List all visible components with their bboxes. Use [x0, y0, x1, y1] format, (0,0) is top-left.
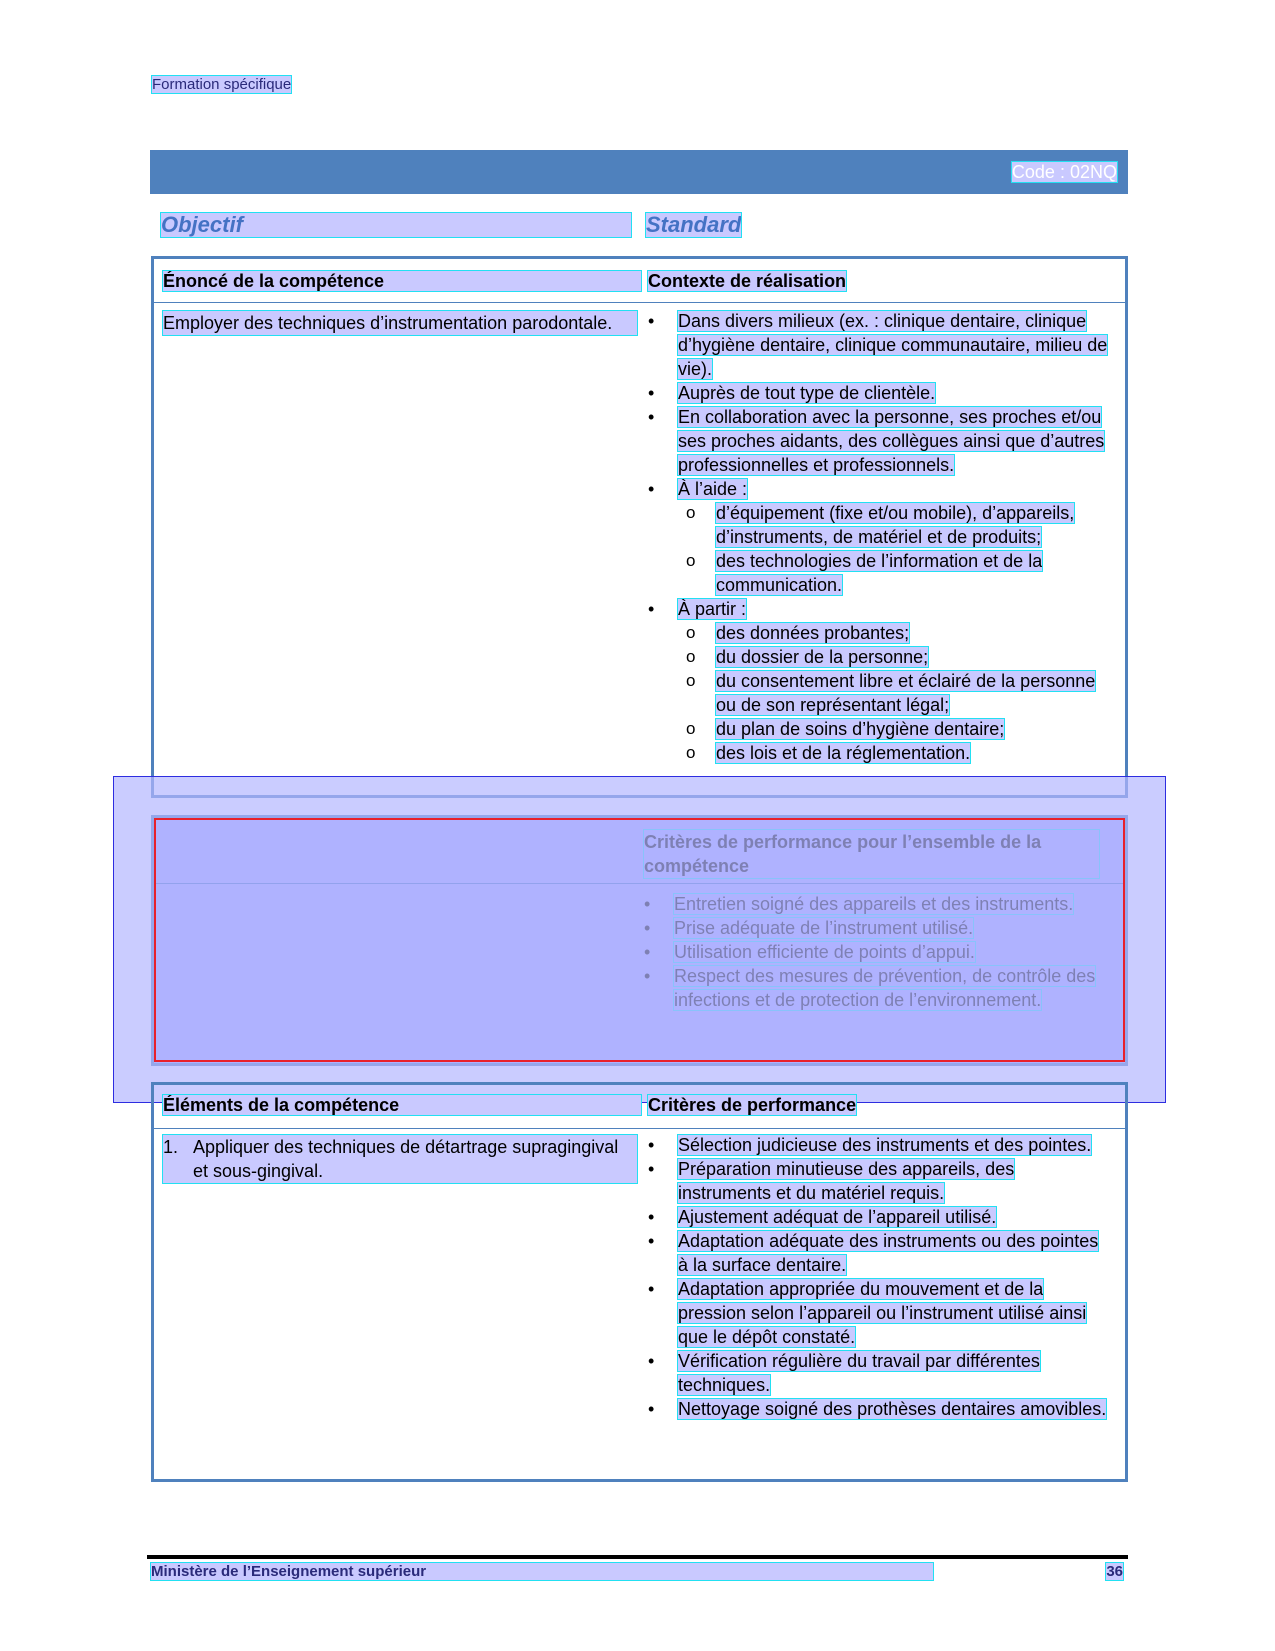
- performance-criterion: [648, 1277, 1108, 1349]
- competency-elements-table: [151, 1082, 1128, 1482]
- performance-criterion: [648, 1205, 1108, 1229]
- section-title: Formation spécifique: [152, 76, 292, 93]
- context-item-text: En collaboration avec la personne, ses proches et/ou ses proches aidants, des collègues ainsi que d’autres professionnelles et professionnels.: [678, 407, 1105, 475]
- context-item: [648, 381, 1108, 405]
- context-item: [648, 309, 1108, 381]
- context-sublist: [686, 621, 1108, 765]
- objectif-title: Objectif: [161, 213, 631, 237]
- footer-ministry: Ministère de l’Enseignement supérieur: [151, 1563, 933, 1580]
- performance-criterion: [648, 1229, 1108, 1277]
- context-list: [648, 309, 1108, 765]
- competency-statement-table: [151, 256, 1128, 798]
- context-sublist: [686, 501, 1108, 597]
- context-subitem: [686, 717, 1108, 741]
- context-item: [648, 477, 1108, 597]
- performance-criteria-list: [648, 1133, 1108, 1421]
- page-number: 36: [1106, 1563, 1123, 1580]
- competency-code: [1012, 162, 1117, 182]
- context-subitem-text: du consentement libre et éclairé de la personne ou de son représentant légal;: [716, 671, 1096, 715]
- context-subitem-text: des technologies de l’information et de la communication.: [716, 551, 1043, 595]
- context-item-text: À partir :: [678, 599, 747, 619]
- standard-title: Standard: [646, 212, 742, 237]
- context-subitem: [686, 621, 1108, 645]
- code-bar: [150, 150, 1128, 194]
- context-subitem-text: des lois et de la réglementation.: [716, 743, 971, 763]
- context-item: [648, 597, 1108, 765]
- context-subitem-text: du dossier de la personne;: [716, 647, 929, 667]
- context-subitem: [686, 645, 1108, 669]
- context-subitem: [686, 549, 1108, 597]
- context-item: [648, 405, 1108, 477]
- code-label: Code :: [1011, 162, 1065, 182]
- performance-criterion-text: Adaptation adéquate des instruments ou des pointes à la surface dentaire.: [678, 1231, 1099, 1275]
- table-header-row: [154, 1085, 1125, 1129]
- context-subitem-text: des données probantes;: [716, 623, 910, 643]
- performance-criterion-text: Nettoyage soigné des prothèses dentaires amovibles.: [678, 1399, 1107, 1419]
- competency-statement: Employer des techniques d’instrumentation parodontale.: [163, 311, 637, 335]
- criteria-header: Critères de performance: [648, 1095, 857, 1115]
- performance-criterion: [648, 1397, 1108, 1421]
- table-header-row: [154, 259, 1125, 303]
- context-subitem: [686, 501, 1108, 549]
- performance-criterion-text: Sélection judicieuse des instruments et des pointes.: [678, 1135, 1092, 1155]
- context-subitem: [686, 741, 1108, 765]
- performance-criterion: [648, 1349, 1108, 1397]
- context-item-text: Dans divers milieux (ex. : clinique dentaire, clinique d’hygiène dentaire, clinique communautaire, milieu de vie).: [678, 311, 1108, 379]
- context-subitem-text: d’équipement (fixe et/ou mobile), d’appareils, d’instruments, de matériel et de produits;: [716, 503, 1075, 547]
- statement-header: Énoncé de la compétence: [163, 271, 641, 291]
- context-header: Contexte de réalisation: [648, 271, 847, 291]
- elements-header: Éléments de la compétence: [163, 1095, 641, 1115]
- competency-element: [163, 1135, 637, 1183]
- footer-rule: [147, 1555, 1128, 1559]
- element-number: 1.: [163, 1137, 179, 1157]
- selection-highlight: [154, 818, 1125, 1062]
- performance-criterion-text: Vérification régulière du travail par différentes techniques.: [678, 1351, 1040, 1395]
- context-item-text: À l’aide :: [678, 479, 748, 499]
- context-item-text: Auprès de tout type de clientèle.: [678, 383, 936, 403]
- performance-criterion: [648, 1133, 1108, 1157]
- performance-criterion-text: Ajustement adéquat de l’appareil utilisé.: [678, 1207, 997, 1227]
- context-subitem-text: du plan de soins d’hygiène dentaire;: [716, 719, 1005, 739]
- performance-criterion: [648, 1157, 1108, 1205]
- code-value: 02NQ: [1069, 162, 1117, 182]
- performance-criterion-text: Adaptation appropriée du mouvement et de la pression selon l’appareil ou l’instrument utilisé ainsi que le dépôt constaté.: [678, 1279, 1087, 1347]
- context-subitem: [686, 669, 1108, 717]
- performance-criterion-text: Préparation minutieuse des appareils, des instruments et du matériel requis.: [678, 1159, 1015, 1203]
- element-text: Appliquer des techniques de détartrage supragingival et sous-gingival.: [193, 1137, 619, 1181]
